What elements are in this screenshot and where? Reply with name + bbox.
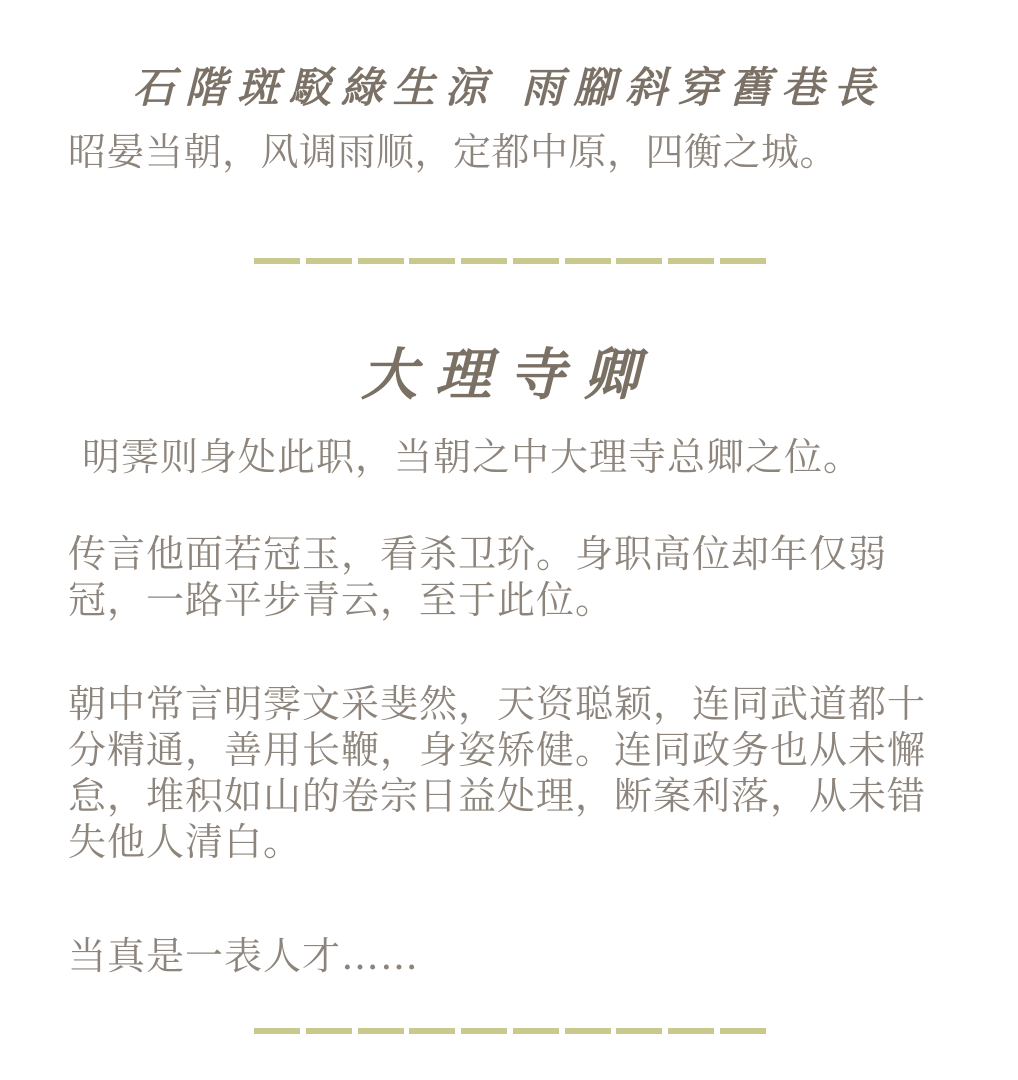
divider-segment [254,258,300,264]
intro-text: 昭晏当朝，风调雨顺，定都中原，四衡之城。 [68,130,839,174]
divider-segment [616,258,662,264]
divider-segment [565,258,611,264]
divider-segment [720,258,766,264]
divider-segment [306,1028,352,1034]
divider-segment [668,1028,714,1034]
divider-segment [409,258,455,264]
divider-segment [358,1028,404,1034]
divider-segment [358,258,404,264]
divider-segment [409,1028,455,1034]
divider-segment [461,1028,507,1034]
divider-top [254,258,766,264]
paragraph-3: 朝中常言明霁文采斐然，天资聪颖，连同武道都十分精通，善用长鞭，身姿矫健。连同政务也从未懈怠，堆积如山的卷宗日益处理，断案利落，从未错失他人清白。 [68,682,927,864]
divider-segment [461,258,507,264]
section-title: 大理寺卿 [361,342,657,408]
divider-segment [254,1028,300,1034]
divider-segment [616,1028,662,1034]
paragraph-1: 明霁则身处此职，当朝之中大理寺总卿之位。 [82,435,863,479]
poem-heading: 石階斑駁綠生涼 雨腳斜穿舊巷長 [132,63,886,112]
divider-bottom [254,1028,766,1034]
divider-segment [513,258,559,264]
divider-segment [565,1028,611,1034]
divider-segment [720,1028,766,1034]
divider-segment [668,258,714,264]
paragraph-2: 传言他面若冠玉，看杀卫玠。身职高位却年仅弱冠，一路平步青云，至于此位。 [68,532,888,622]
paragraph-4: 当真是一表人才…… [68,934,420,978]
divider-segment [513,1028,559,1034]
divider-segment [306,258,352,264]
